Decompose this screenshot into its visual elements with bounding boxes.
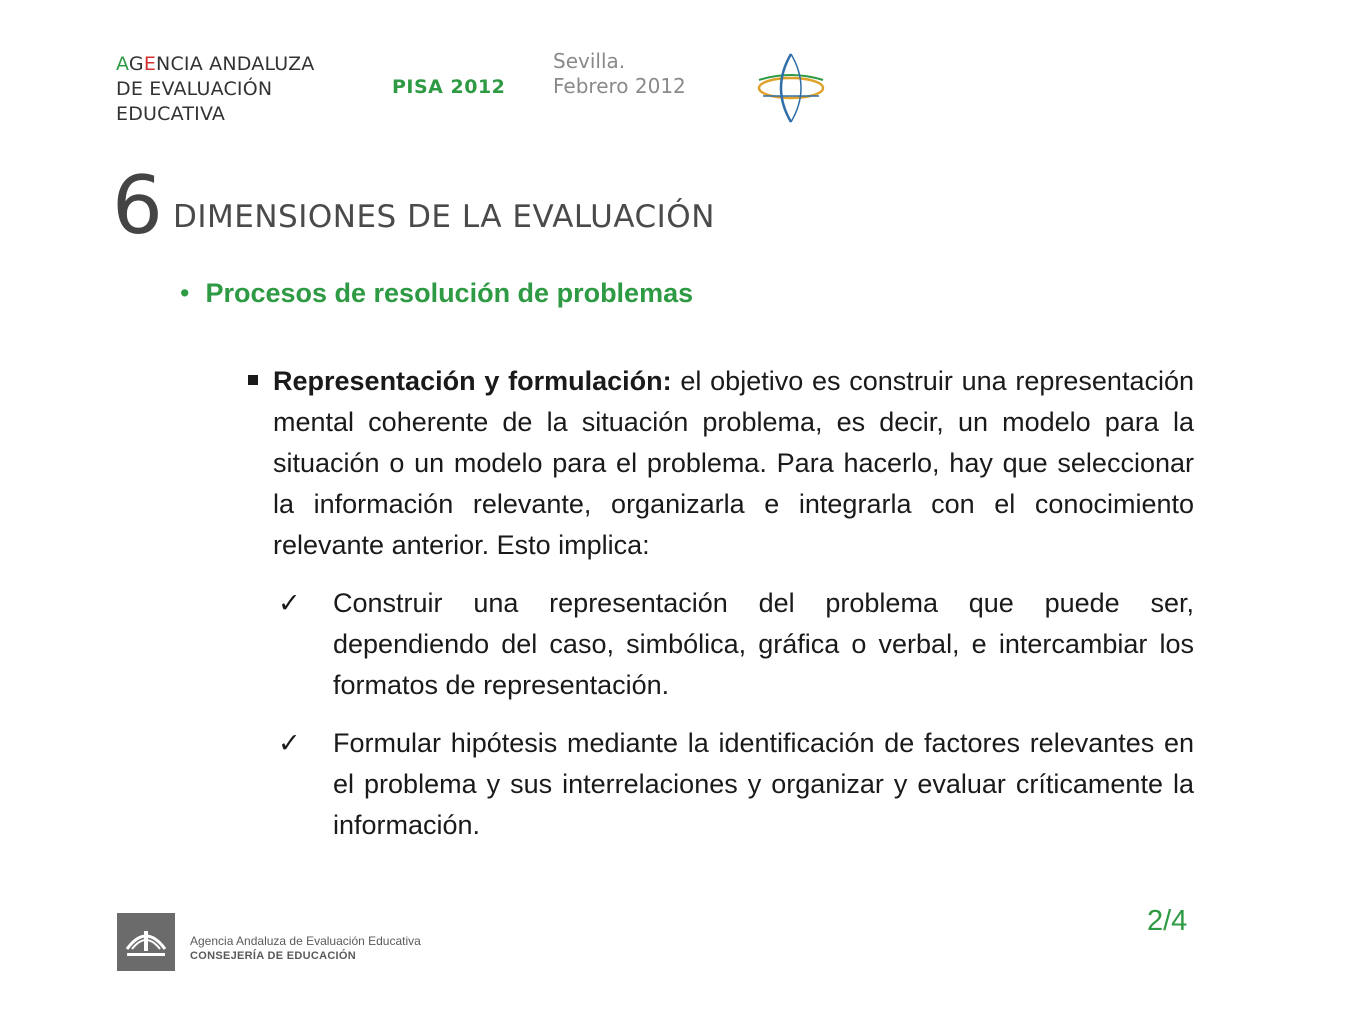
check-item [240, 583, 1194, 706]
check-item-text: Formular hipótesis mediante la identificación de factores relevantes en el problema y sus interrelaciones y organizar y evaluar críticamente la información. [333, 728, 1194, 840]
topic-label: Procesos de resolución de problemas [205, 278, 694, 308]
agency-line-1: AGENCIA ANDALUZA [116, 53, 315, 75]
date-block [553, 49, 686, 99]
lead-text: el objetivo es construir una representación mental coherente de la situación problema, es decir, un modelo para la situación o un modelo para el problema. Para hacerlo, hay que seleccionar la información relevante, organizarla e integrarla con el conocimiento relevante anterior. Esto implica: [273, 366, 1194, 560]
page-indicator: 2/4 [1147, 905, 1188, 937]
checkmark-icon: ✓ [278, 728, 301, 759]
city-label: Sevilla. [553, 49, 626, 73]
topic-heading [180, 278, 693, 309]
main-content [240, 361, 1194, 846]
globe-blue-meridian-icon [781, 54, 791, 122]
checkmark-icon: ✓ [278, 588, 301, 619]
section-title: DIMENSIONES DE LA EVALUACIÓN [173, 199, 715, 235]
agency-name [116, 52, 376, 127]
globe-gold-ring-icon [759, 78, 823, 98]
logo-line-2: CONSEJERÍA DE EDUCACIÓN [190, 950, 357, 962]
date-label: Febrero 2012 [553, 74, 686, 98]
junta-andalucia-logo-icon [117, 913, 175, 971]
consejeria-logo-text [190, 934, 421, 964]
square-bullet-icon [248, 375, 258, 385]
check-item [240, 723, 1194, 846]
lead-paragraph [240, 361, 1194, 566]
pisa-label: PISA 2012 [392, 76, 506, 98]
lead-bold: Representación y formulación: [273, 366, 672, 396]
agency-line-2: DE EVALUACIÓN [116, 78, 273, 100]
topic-bullet: • [180, 278, 190, 308]
agency-line-3: EDUCATIVA [116, 103, 226, 125]
check-item-text: Construir una representación del problema que puede ser, dependiendo del caso, simbólica, gráfica o verbal, e intercambiar los formatos de representación. [333, 588, 1194, 700]
globe-logo-icon [753, 50, 829, 131]
globe-blue-meridian-2-icon [791, 54, 801, 122]
logo-line-1: Agencia Andaluza de Evaluación Educativa [190, 934, 421, 948]
section-number: 6 [112, 159, 163, 252]
